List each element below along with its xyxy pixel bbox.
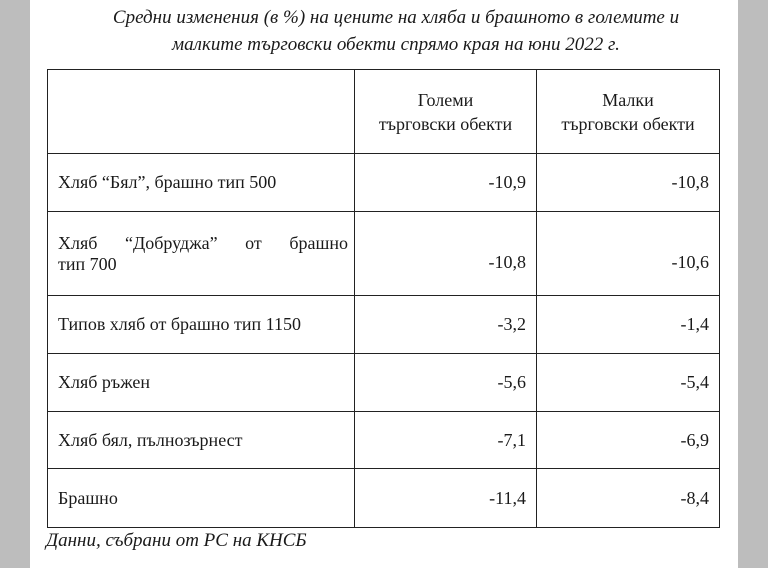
value-large-stores: -10,8 <box>355 212 537 296</box>
header-small-stores <box>537 70 720 154</box>
source-footnote: Данни, събрани от РС на КНСБ <box>46 530 307 551</box>
price-change-table <box>47 69 720 528</box>
table-row <box>48 354 720 412</box>
row-label: Типов хляб от брашно тип 1150 <box>48 296 355 354</box>
value-small-stores: -8,4 <box>537 469 720 528</box>
table-row <box>48 296 720 354</box>
value-small-stores: -5,4 <box>537 354 720 412</box>
table-row <box>48 469 720 528</box>
table-row <box>48 412 720 469</box>
table-caption <box>30 4 738 58</box>
header-small-line-1: Малки <box>602 89 654 110</box>
value-large-stores: -7,1 <box>355 412 537 469</box>
header-large-line-2: търговски обекти <box>378 113 513 134</box>
header-empty-cell <box>48 70 355 154</box>
document-page <box>30 0 738 568</box>
table-header-row <box>48 70 720 154</box>
header-small-line-2: търговски обекти <box>561 113 695 134</box>
value-small-stores: -10,8 <box>537 154 720 212</box>
row-label: Хляб ръжен <box>48 354 355 412</box>
row-label: Хляб бял, пълнозърнест <box>48 412 355 469</box>
value-large-stores: -10,9 <box>355 154 537 212</box>
row-label: Брашно <box>48 469 355 528</box>
header-large-stores <box>355 70 537 154</box>
table-row <box>48 212 720 296</box>
value-large-stores: -3,2 <box>355 296 537 354</box>
right-margin <box>738 0 768 568</box>
caption-line-2: малките търговски обекти спрямо края на юни 2022 г. <box>172 34 620 55</box>
table-row <box>48 154 720 212</box>
value-small-stores: -10,6 <box>537 212 720 296</box>
row-label-line-2: тип 700 <box>58 253 117 274</box>
row-label: Хляб “Бял”, брашно тип 500 <box>48 154 355 212</box>
caption-line-1: Средни изменения (в %) на цените на хляба и брашното в големите и <box>112 7 680 28</box>
value-small-stores: -6,9 <box>537 412 720 469</box>
row-label-line-1: Хляб “Добруджа” от брашно <box>58 232 348 253</box>
row-label <box>48 212 355 296</box>
left-margin <box>0 0 30 568</box>
value-large-stores: -5,6 <box>355 354 537 412</box>
value-large-stores: -11,4 <box>355 469 537 528</box>
value-small-stores: -1,4 <box>537 296 720 354</box>
header-large-line-1: Големи <box>417 89 474 110</box>
